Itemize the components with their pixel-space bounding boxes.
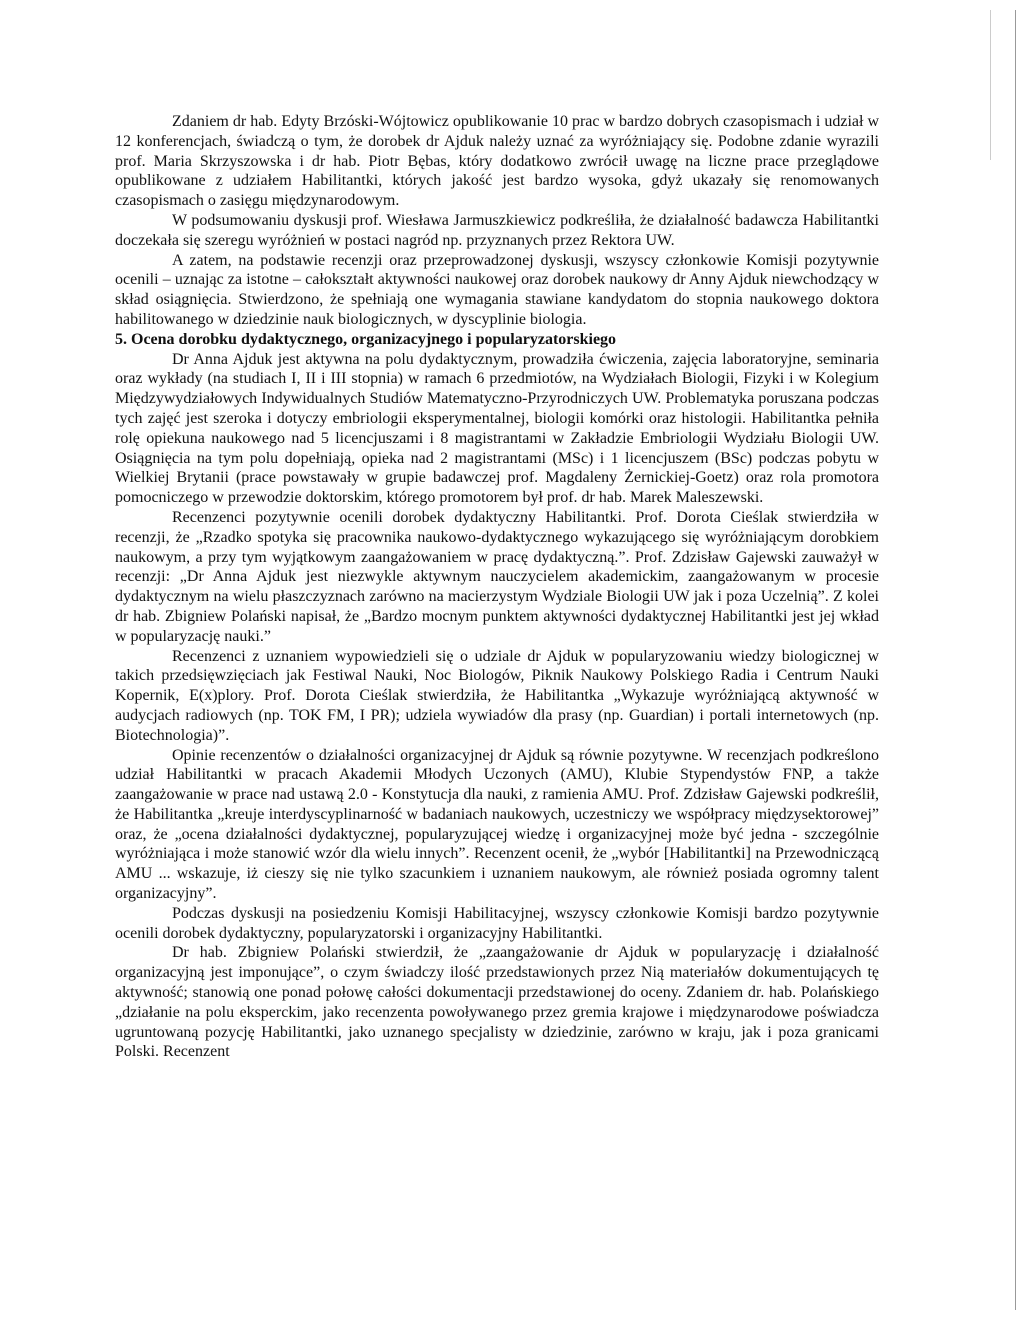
paragraph: Opinie recenzentów o działalności organizacyjnej dr Ajduk są równie pozytywne. W recenzjach podkreślono udział Habilitantki w pracach Akademii Młodych Uczonych (AMU), Klubie Stypendystów FNP, a także zaangażowanie w prace nad ustawą 2.0 - Konstytucja dla nauki, z ramienia AMU. Prof. Zdzisław Gajewski podkreślił, że Habilitantka „kreuje interdyscyplinarność w badaniach naukowych, uczestniczy we współpracy międzysektorowej” oraz, że „ocena działalności dydaktycznej, popularyzującej wiedzę i organizacyjnej może być jedna - szczególnie wyróżniająca i może stanowić wzór dla wielu innych”. Recenzent ocenił, że „wybór [Habilitantki] na Przewodniczącą AMU ... wskazuje, iż cieszy się nie tylko szacunkiem i uznaniem naukowym, ale również posiada ogromny talent organizacyjny”. xyxy=(115,746,879,903)
scan-edge-line-secondary xyxy=(990,10,991,160)
paragraph: Dr Anna Ajduk jest aktywna na polu dydaktycznym, prowadziła ćwiczenia, zajęcia laboratoryjne, seminaria oraz wykłady (na studiach I, II i III stopnia) w ramach 6 przedmiotów, na Wydziałach Biologii, Fizyki i w Kolegium Międzywydziałowych Indywidualnych Studiów Matematyczno-Przyrodniczych UW. Problematyka poruszana podczas tych zajęć jest szeroka i dotyczy embriologii eksperymentalnej, biologii komórki oraz histologii. Habilitantka pełniła rolę opiekuna naukowego nad 5 licencjuszami i 8 magistrantami w Zakładzie Embriologii Wydziału Biologii UW. Osiągnięcia na tym polu dopełniają, opieka nad 2 magistrantami (MSc) i 1 licencjuszem (BSc) podczas pobytu w Wielkiej Brytanii (prace powstawały w grupie badawczej prof. Magdaleny Żernickiej-Goetz) oraz rola promotora pomocniczego w przewodzie doktorskim, którego promotorem był prof. dr hab. Marek Maleszewski. xyxy=(115,350,879,507)
paragraph: Podczas dyskusji na posiedzeniu Komisji Habilitacyjnej, wszyscy członkowie Komisji bardzo pozytywnie ocenili dorobek dydaktyczny, popularyzatorski i organizacyjny Habilitantki. xyxy=(115,904,879,942)
document-page xyxy=(115,112,879,1062)
section-heading: 5. Ocena dorobku dydaktycznego, organizacyjnego i popularyzatorskiego xyxy=(115,330,617,348)
paragraph: W podsumowaniu dyskusji prof. Wiesława Jarmuszkiewicz podkreśliła, że działalność badawcza Habilitantki doczekała się szeregu wyróżnień w postaci nagród np. przyznanych przez Rektora UW. xyxy=(115,211,879,249)
paragraph: Recenzenci z uznaniem wypowiedzieli się o udziale dr Ajduk w popularyzowaniu wiedzy biologicznej w takich przedsięwzięciach jak Festiwal Nauki, Noc Biologów, Piknik Naukowy Polskiego Radia i Centrum Nauki Kopernik, E(x)plory. Prof. Dorota Cieślak stwierdziła, że Habilitantka „Wykazuje wyróżniającą aktywność w audycjach radiowych (np. TOK FM, I PR); udziela wywiadów dla prasy (np. Guardian) i portali internetowych (np. Biotechnologia)”. xyxy=(115,647,879,744)
paragraph: Recenzenci pozytywnie ocenili dorobek dydaktyczny Habilitantki. Prof. Dorota Cieślak stwierdziła w recenzji, że „Rzadko spotyka się pracownika naukowo-dydaktycznego wykazującego się wyróżniającym dorobkiem naukowym, a przy tym wyjątkowym zaangażowaniem w pracę dydaktyczną.”. Prof. Zdzisław Gajewski zauważył w recenzji: „Dr Anna Ajduk jest niezwykle aktywnym nauczycielem akademickim, zaangażowanym w procesie dydaktycznym na wielu płaszczyznach zarówno na macierzystym Wydziale Biologii UW jak i poza Uczelnią”. Z kolei dr hab. Zbigniew Polański napisał, że „Bardzo mocnym punktem aktywności dydaktycznej Habilitantki jest jej wkład w popularyzację nauki.” xyxy=(115,508,879,645)
paragraph: Zdaniem dr hab. Edyty Brzóski-Wójtowicz opublikowanie 10 prac w bardzo dobrych czasopismach i udział w 12 konferencjach, świadczą o tym, że dorobek dr Ajduk należy uznać za wyróżniający się. Podobne zdanie wyrazili prof. Maria Skrzyszowska i dr hab. Piotr Bębas, który dodatkowo zwrócił uwagę na liczne prace przeglądowe opublikowane z udziałem Habilitantki, których jakość jest bardzo wysoka, gdyż ukazały się renomowanych czasopismach o zasięgu międzynarodowym. xyxy=(115,113,879,210)
paragraph: Dr hab. Zbigniew Polański stwierdził, że „zaangażowanie dr Ajduk w popularyzację i działalność organizacyjną jest imponujące”, o czym świadczy ilość przedstawionych przez Nią materiałów dokumentujących tę aktywność; stanowią one ponad połowę całości dokumentacji przedstawionej do oceny. Zdaniem dr. hab. Polańskiego „działanie na polu eksperckim, jako recenzenta powoływanego przez gremia krajowe i międzynarodowe poświadcza ugruntowaną pozycję Habilitantki, jako uznanego specjalisty w dziedzinie, zarówno w kraju, jak i poza granicami Polski. Recenzent xyxy=(115,944,879,1061)
paragraph: A zatem, na podstawie recenzji oraz przeprowadzonej dyskusji, wszyscy członkowie Komisji pozytywnie ocenili – uznając za istotne – całokształt aktywności naukowej oraz dorobek naukowy dr Anny Ajduk niewchodzący w skład osiągnięcia. Stwierdzono, że spełniają one wymagania stawiane kandydatom do stopnia naukowego doktora habilitowanego w dziedzinie nauk biologicznych, w dyscyplinie biologia. xyxy=(115,251,879,328)
scan-edge-line xyxy=(1015,10,1016,1310)
